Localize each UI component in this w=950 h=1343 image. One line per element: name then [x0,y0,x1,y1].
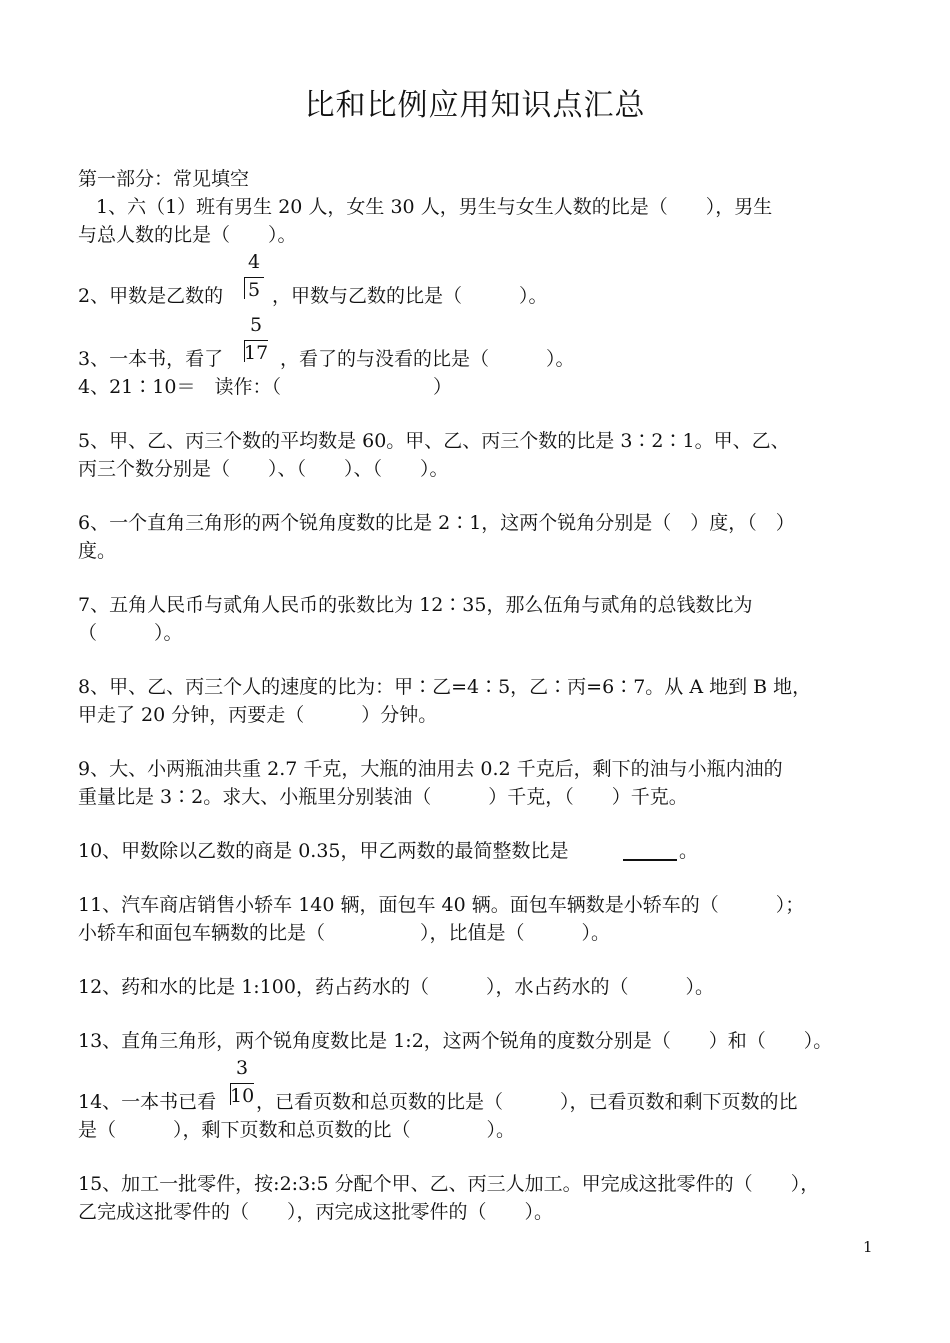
question-14-fraction-denominator: 10 [230,1085,255,1107]
question-14-fraction-bar [230,1083,254,1084]
question-15-line-1: 15、加工一批零件，按:2:3:5 分配个甲、乙、丙三人加工。甲完成这批零件的（ ）， [78,1173,820,1195]
question-8-line-1: 8、甲、乙、丙三个人的速度的比为：甲∶乙=4∶5，乙∶丙=6∶7。从 A 地到 B 地， [78,676,812,698]
question-3-text-before: 3、一本书，看了 [78,348,224,370]
question-6-line-1: 6、一个直角三角形的两个锐角度数的比是 2∶1，这两个锐角分别是（ ）度，（ ） [78,512,795,534]
page-title: 比和比例应用知识点汇总 [304,88,646,123]
question-12: 12、药和水的比是 1:100，药占药水的（ ），水占药水的（ ）。 [78,976,714,998]
question-7-line-2: （ ）。 [78,622,183,644]
question-11-line-2: 小轿车和面包车辆数的比是（ ），比值是（ ）。 [78,922,611,944]
question-3-fraction-denominator: 17 [244,342,269,364]
question-3-text-after: ，看了的与没看的比是（ ）。 [280,348,575,370]
question-9-line-1: 9、大、小两瓶油共重 2.7 千克，大瓶的油用去 0.2 千克后，剩下的油与小瓶内油的 [78,758,783,780]
question-2-fraction-denominator: 5 [247,279,261,301]
question-10-text: 10、甲数除以乙数的商是 0.35，甲乙两数的最简整数比是 [78,840,569,862]
question-7-line-1: 7、五角人民币与贰角人民币的张数比为 12∶35，那么伍角与贰角的总钱数比为 [78,594,753,616]
question-14-fraction-numerator: 3 [235,1057,249,1079]
question-4: 4、21∶10＝ 读作：（ ） [78,376,452,398]
question-3-fraction-numerator: 5 [249,314,263,336]
question-1-line-2: 与总人数的比是（ ）。 [78,224,297,246]
question-2-text-after: ，甲数与乙数的比是（ ）。 [272,285,548,307]
question-10-text-after: 。 [679,840,699,862]
question-5-line-1: 5、甲、乙、丙三个数的平均数是 60。甲、乙、丙三个数的比是 3∶2∶1。甲、乙、 [78,430,790,452]
question-2-fraction-bar [244,277,264,278]
question-9-line-2: 重量比是 3∶2。求大、小瓶里分别装油（ ）千克，（ ）千克。 [78,786,688,808]
question-6-line-2: 度。 [78,540,117,562]
question-8-line-2: 甲走了 20 分钟，丙要走（ ）分钟。 [78,704,438,726]
question-11-line-1: 11、汽车商店销售小轿车 140 辆，面包车 40 辆。面包车辆数是小轿车的（ ）； [78,894,805,916]
question-10-answer-blank [623,859,677,861]
question-14-text-after: ，已看页数和总页数的比是（ ），已看页数和剩下页数的比 [256,1091,798,1113]
question-15-line-2: 乙完成这批零件的（ ），丙完成这批零件的（ ）。 [78,1201,554,1223]
question-2-fraction-numerator: 4 [247,251,261,273]
question-3-fraction-bar [244,340,268,341]
question-5-line-2: 丙三个数分别是（ ）、（ ）、（ ）。 [78,458,449,480]
question-13: 13、直角三角形，两个锐角度数比是 1:2，这两个锐角的度数分别是（ ）和（ ）。 [78,1030,833,1052]
question-14-line-2: 是（ ），剩下页数和总页数的比（ ）。 [78,1119,516,1141]
question-1-line-1: 1、六（1）班有男生 20 人，女生 30 人，男生与女生人数的比是（ ），男生 [96,196,773,218]
section-heading: 第一部分：常见填空 [78,168,250,190]
question-2-text-before: 2、甲数是乙数的 [78,285,224,307]
page-number: 1 [863,1238,873,1256]
question-14-text-before: 14、一本书已看 [78,1091,217,1113]
